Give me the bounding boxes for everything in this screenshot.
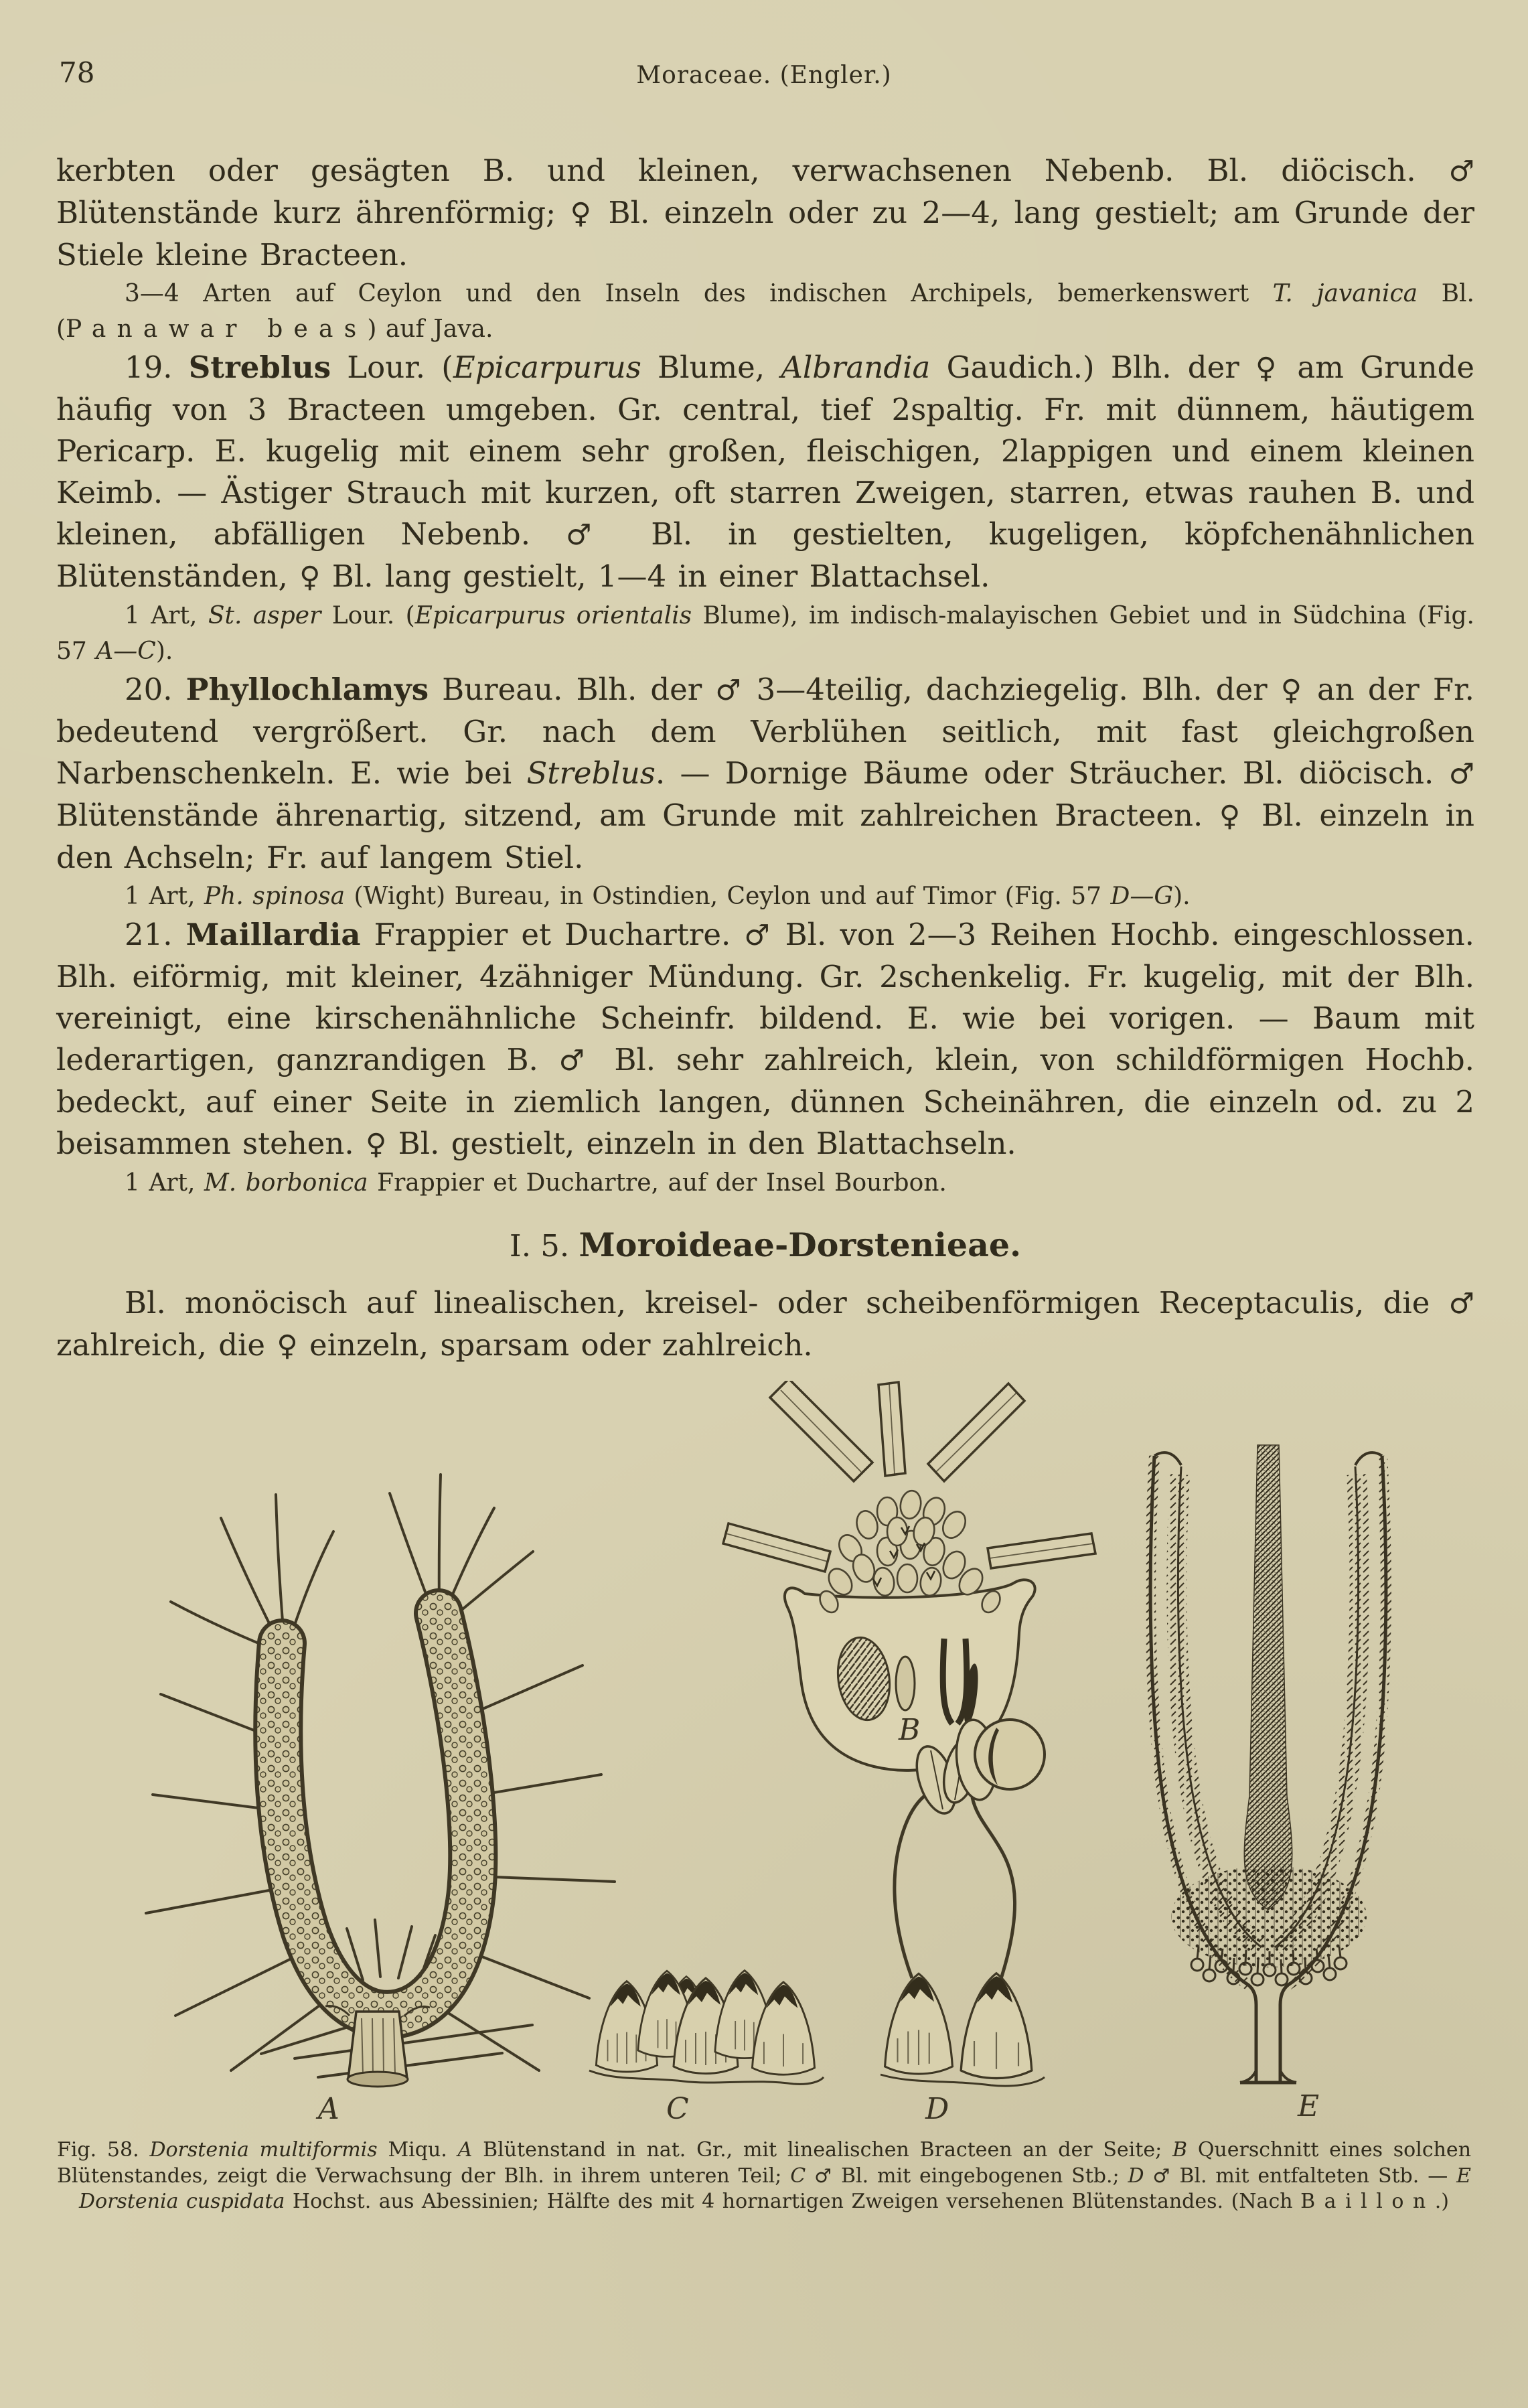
- figure-caption: [57, 2137, 1471, 2215]
- text-segment: Dorstenia multiformis: [149, 2138, 378, 2162]
- running-header: Moraceae. (Engler.): [636, 62, 892, 89]
- text-segment: Bl. lang gestielt, 1—4 in einer Blattachsel.: [320, 558, 990, 594]
- text-segment: 20.: [125, 672, 186, 707]
- gender-symbol: ♀: [277, 1329, 298, 1363]
- text-segment: 21.: [125, 917, 186, 952]
- text-segment: Bl. einzeln oder zu 2—4, lang gestielt; am Grunde der Stiele kleine Bracteen.: [56, 195, 1474, 273]
- text-segment: Streblus: [526, 755, 656, 791]
- gender-symbol: ♂: [566, 518, 616, 552]
- gender-symbol: ♂: [814, 2164, 833, 2187]
- text-segment: Epicarpurus: [453, 350, 641, 385]
- text-segment: ) auf Java.: [367, 315, 493, 343]
- text-segment: Frappier et Duchartre.: [360, 917, 745, 952]
- text-segment: .): [1434, 2190, 1449, 2213]
- text-segment: Fig. 58.: [57, 2138, 150, 2162]
- text-segment: zahlreich, die: [56, 1327, 277, 1363]
- text-segment: Gaudich.) Blh. der: [930, 350, 1255, 385]
- text-segment: Albrandia: [781, 350, 931, 385]
- gender-symbol: ♀: [1280, 674, 1304, 707]
- section-heading-moroideae-dorstenieae: [56, 1226, 1474, 1265]
- text-segment: A—C: [96, 637, 156, 665]
- text-segment: Bl. sehr zahlreich, klein, von schildförmigen Hochb. bedeckt, auf einer Seite in ziemlich langen, dünnen Scheinähren, die einzeln od. zu 2 beisammen stehen.: [56, 1042, 1474, 1161]
- text-segment: Streblus: [188, 350, 331, 385]
- paragraph-moroideae-intro: [56, 1282, 1474, 1367]
- text-segment: [806, 2164, 814, 2188]
- text-segment: Dorstenia cuspidata: [79, 2190, 285, 2213]
- text-segment: Bl. monöcisch auf linealischen, kreisel- oder scheibenförmigen Receptaculis, die: [125, 1285, 1449, 1321]
- text-segment: Bl. einzeln in den Achseln; Fr. auf langem Stiel.: [56, 798, 1475, 875]
- subfigure-b-cross-section: [723, 1381, 1095, 1771]
- text-segment: Bl. mit eingebogenen Stb.;: [832, 2164, 1128, 2188]
- text-segment: Epicarpurus orientalis: [414, 602, 692, 629]
- gender-symbol: ♀: [299, 560, 321, 594]
- text-segment: T. javanica: [1272, 280, 1418, 307]
- subfigure-e-half-receptacle: [1150, 1445, 1386, 2123]
- central-floret: [896, 1657, 915, 1710]
- text-segment: Bureau. Blh. der: [429, 672, 716, 707]
- gender-symbol: ♂: [744, 919, 772, 952]
- text-segment: 1 Art,: [125, 883, 204, 910]
- bud-cluster: [596, 1971, 814, 2075]
- text-segment: 1 Art,: [125, 1169, 204, 1197]
- text-segment: Panawar beas: [66, 315, 368, 343]
- central-column: [1244, 1445, 1292, 1910]
- text-segment: 1 Art,: [125, 602, 208, 629]
- text-segment: Baillon: [1300, 2190, 1435, 2213]
- text-segment: Miqu.: [377, 2138, 458, 2162]
- text-segment: Blütenstände ährenartig, sitzend, am Grunde mit zahlreichen Bracteen.: [56, 798, 1219, 833]
- text-segment: 3—4teilig, dachziegelig. Blh. der: [743, 672, 1281, 707]
- page-number: 78: [59, 56, 95, 89]
- text-segment: an der Fr. bedeutend vergrößert. Gr. nach dem Verblühen seitlich, mit fast gleichgroßen Narbenschenkeln. E. wie bei: [56, 672, 1474, 791]
- figure-label-b: B: [899, 1713, 921, 1747]
- figure-label-a: A: [318, 2092, 339, 2126]
- gender-symbol: ♂: [1448, 757, 1475, 791]
- ground-line: [881, 2075, 1045, 2086]
- text-segment: ).: [1173, 883, 1191, 910]
- paragraph-maillardia-species: [56, 1165, 1474, 1201]
- gender-symbol: ♀: [570, 197, 595, 230]
- text-segment: Bl. in gestielten, kugeligen, köpfchenähnlichen Blütenständen,: [56, 516, 1474, 594]
- figure-58-illustration: [60, 1381, 1466, 2144]
- gender-symbol: ♂: [715, 674, 743, 707]
- text-segment: ).: [155, 637, 173, 665]
- text-segment: Querschnitt eines solchen Blütenstandes, zeigt die Verwachsung der Blh. in ihrem unteren Teil;: [57, 2138, 1472, 2188]
- subfigure-c-male-flowers: [589, 1971, 824, 2126]
- subfigure-a-receptacle: [146, 1475, 615, 2126]
- text-segment: Bl. (: [56, 280, 1475, 343]
- text-segment: E: [1456, 2164, 1471, 2188]
- text-segment: Ph. spinosa: [204, 883, 346, 910]
- text-segment: D: [1128, 2164, 1144, 2188]
- figure-label-c: C: [666, 2092, 689, 2126]
- text-segment: M. borbonica: [204, 1169, 368, 1197]
- gender-symbol: ♀: [366, 1128, 387, 1161]
- text-segment: St. asper: [208, 602, 321, 629]
- paragraph-streblus-species: [56, 598, 1474, 669]
- text-segment: kerbten oder gesägten B. und kleinen, verwachsenen Nebenb. Bl. diöcisch.: [56, 153, 1449, 188]
- text-segment: . — Dornige Bäume oder Sträucher. Bl. diöcisch.: [655, 755, 1449, 791]
- text-segment: Hochst. aus Abessinien; Hälfte des mit 4 hornartigen Zweigen versehenen Blütenstandes. (Nach: [285, 2190, 1301, 2213]
- text-block: [56, 150, 1474, 1367]
- text-segment: Bl. von 2—3 Reihen Hochb. eingeschlossen. Blh. eiförmig, mit kleiner, 4zähniger Mündung. Gr. 2schenkelig. Fr. kugelig, mit der Blh. vereinigt, eine kirschenähnliche Scheinfr. bildend. E. wie bei vorigen. — Baum mit lederartigen, ganzrandigen B.: [56, 917, 1474, 1077]
- subfigure-d-male-flowers: [881, 1718, 1045, 2126]
- paragraph-genus-20-phyllochlamys: [56, 669, 1474, 879]
- text-segment: Bl. gestielt, einzeln in den Blattachseln.: [386, 1126, 1016, 1161]
- text-segment: Maillardia: [185, 917, 361, 952]
- gender-symbol: ♀: [1255, 352, 1282, 385]
- text-segment: Frappier et Duchartre, auf der Insel Bourbon.: [368, 1169, 947, 1197]
- receptacle-band-florets: [278, 1613, 473, 2015]
- text-segment: am Grunde häufig von 3 Bracteen umgeben. Gr. central, tief 2spaltig. Fr. mit dünnem, häutigem Pericarp. E. kugelig mit einem sehr großen, fleischigen, 2lappigen und einem kleinen Keimb. — Ästiger Strauch mit kurzen, oft starren Zweigen, starren, etwas rauhen B. und kleinen, abfälligen Nebenb.: [56, 350, 1475, 552]
- figure-label-e: E: [1298, 2089, 1320, 2123]
- gender-symbol: ♂: [558, 1044, 594, 1077]
- gender-symbol: ♂: [1448, 1287, 1474, 1321]
- text-segment: Moroideae-Dorstenieae.: [579, 1225, 1022, 1264]
- text-segment: B: [1172, 2138, 1188, 2162]
- text-segment: [1144, 2164, 1153, 2188]
- paragraph-genus-21-maillardia: [56, 914, 1474, 1165]
- text-segment: C: [790, 2164, 806, 2188]
- paragraph-genus-19-streblus: [56, 347, 1474, 598]
- text-segment: Blume,: [641, 350, 781, 385]
- paragraph-trophis-species: [56, 276, 1474, 347]
- gender-symbol: ♂: [1448, 155, 1474, 188]
- text-segment: D—G: [1110, 883, 1174, 910]
- gender-symbol: ♀: [1219, 800, 1245, 833]
- paragraph-phyllochlamys-species: [56, 879, 1474, 914]
- text-segment: 19.: [125, 350, 189, 385]
- figure-label-d: D: [925, 2092, 949, 2126]
- gender-symbol: ♂: [1152, 2164, 1171, 2187]
- text-segment: einzeln, sparsam oder zahlreich.: [297, 1327, 813, 1363]
- bract-spines: [146, 1475, 615, 2077]
- stamen-filament: [972, 1797, 1015, 1981]
- text-segment: 3—4 Arten auf Ceylon und den Inseln des indischen Archipels, bemerkenswert: [125, 280, 1273, 307]
- figure-58: [60, 1381, 1466, 2144]
- text-segment: Phyllochlamys: [185, 672, 429, 707]
- text-segment: A: [457, 2138, 473, 2162]
- stamen-filament: [895, 1793, 928, 1978]
- text-segment: (Wight) Bureau, in Ostindien, Ceylon und auf Timor (Fig. 57: [345, 883, 1111, 910]
- text-segment: Blume), im indisch-malayischen Gebiet und in Südchina (Fig. 57: [56, 602, 1474, 665]
- text-segment: Lour. (: [321, 602, 415, 629]
- paragraph-trophis-continuation: [56, 150, 1474, 276]
- text-segment: Blütenstand in nat. Gr., mit linealischen Bracteen an der Seite;: [472, 2138, 1172, 2162]
- text-segment: Bl. mit entfalteten Stb. —: [1170, 2164, 1457, 2188]
- text-segment: Lour. (: [331, 350, 453, 385]
- text-segment: I. 5.: [509, 1228, 579, 1264]
- text-segment: Blütenstände kurz ährenförmig;: [56, 195, 570, 230]
